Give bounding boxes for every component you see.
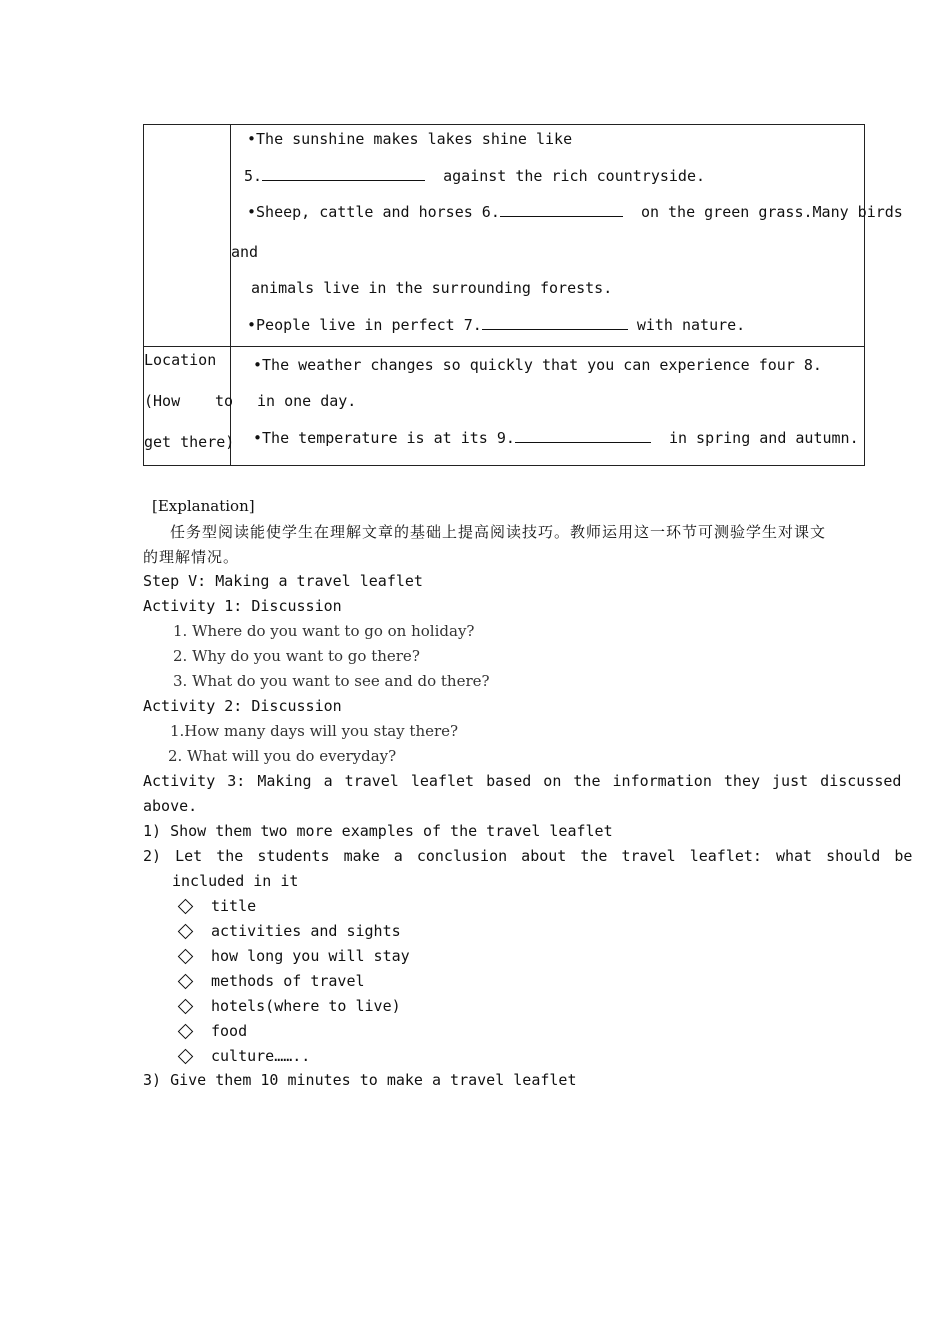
list-item: food bbox=[180, 1022, 247, 1040]
answer-blank[interactable] bbox=[482, 315, 628, 330]
step-item: 3) Give them 10 minutes to make a travel leaflet bbox=[143, 1071, 577, 1089]
task-table bbox=[143, 124, 903, 466]
question-item: 2. Why do you want to go there? bbox=[173, 647, 420, 665]
activity-title: Activity 3: Making a travel leaflet based on the information they just discussed bbox=[143, 772, 902, 790]
activity-title: above. bbox=[143, 797, 198, 815]
text-fragment: •Sheep, cattle and horses 6. bbox=[247, 203, 500, 221]
diamond-icon bbox=[178, 949, 194, 965]
answer-blank[interactable] bbox=[262, 166, 425, 181]
step-item: 2) Let the students make a conclusion about the travel leaflet: what should be bbox=[143, 847, 913, 865]
label-line: (How bbox=[144, 392, 181, 410]
list-item: title bbox=[180, 897, 256, 915]
row-content bbox=[231, 125, 903, 347]
list-item: methods of travel bbox=[180, 972, 365, 990]
explanation-text: 任务型阅读能使学生在理解文章的基础上提高阅读技巧。教师运用这一环节可测验学生对课文 bbox=[170, 523, 827, 541]
explanation-text: 的理解情况。 bbox=[143, 548, 240, 566]
step-heading: Step V: Making a travel leaflet bbox=[143, 572, 423, 590]
activity-title: Activity 1: Discussion bbox=[143, 597, 342, 615]
text-line bbox=[253, 428, 859, 447]
question-item: 3. What do you want to see and do there? bbox=[173, 672, 490, 690]
diamond-icon bbox=[178, 1024, 194, 1040]
list-item: culture…….. bbox=[180, 1047, 310, 1065]
text-line: •The weather changes so quickly that you can experience four 8. bbox=[253, 356, 822, 374]
table-row bbox=[144, 125, 865, 347]
text-fragment: in spring and autumn. bbox=[668, 429, 859, 447]
text-line: animals live in the surrounding forests. bbox=[251, 279, 613, 297]
text-line bbox=[247, 315, 745, 334]
row-label bbox=[144, 347, 235, 466]
table-row bbox=[144, 347, 865, 466]
text-fragment: on the green grass.Many birds bbox=[640, 203, 903, 221]
list-item: how long you will stay bbox=[180, 947, 410, 965]
text-fragment: •People live in perfect 7. bbox=[247, 316, 482, 334]
text-line: in one day. bbox=[257, 392, 357, 410]
diamond-icon bbox=[178, 899, 194, 915]
diamond-icon bbox=[178, 999, 194, 1015]
step-item: included in it bbox=[172, 872, 299, 890]
answer-blank[interactable] bbox=[500, 202, 623, 217]
diamond-icon bbox=[178, 1049, 194, 1065]
text-line: •The sunshine makes lakes shine like bbox=[247, 130, 573, 148]
question-item: 1. Where do you want to go on holiday? bbox=[173, 622, 475, 640]
lesson-body bbox=[143, 497, 913, 1097]
row-label-empty bbox=[144, 125, 231, 347]
step-item: 1) Show them two more examples of the travel leaflet bbox=[143, 822, 613, 840]
list-item: activities and sights bbox=[180, 922, 401, 940]
text-line bbox=[247, 202, 903, 221]
row-content bbox=[231, 347, 865, 466]
label-line: to bbox=[215, 392, 234, 410]
question-item: 1.How many days will you stay there? bbox=[170, 722, 459, 740]
label-line: get there) bbox=[144, 433, 235, 451]
text-fragment: •The temperature is at its 9. bbox=[253, 429, 515, 447]
text-fragment: against the rich countryside. bbox=[443, 167, 706, 185]
text-line: and bbox=[231, 243, 259, 261]
diamond-icon bbox=[178, 974, 194, 990]
blank-number: 5. bbox=[244, 167, 263, 185]
explanation-heading: [Explanation] bbox=[152, 497, 255, 515]
text-fragment: with nature. bbox=[636, 316, 746, 334]
label-line: Location bbox=[144, 351, 217, 369]
answer-blank[interactable] bbox=[515, 428, 651, 443]
list-item: hotels(where to live) bbox=[180, 997, 401, 1015]
text-line bbox=[244, 166, 705, 185]
activity-title: Activity 2: Discussion bbox=[143, 697, 342, 715]
question-item: 2. What will you do everyday? bbox=[168, 747, 397, 765]
diamond-icon bbox=[178, 924, 194, 940]
